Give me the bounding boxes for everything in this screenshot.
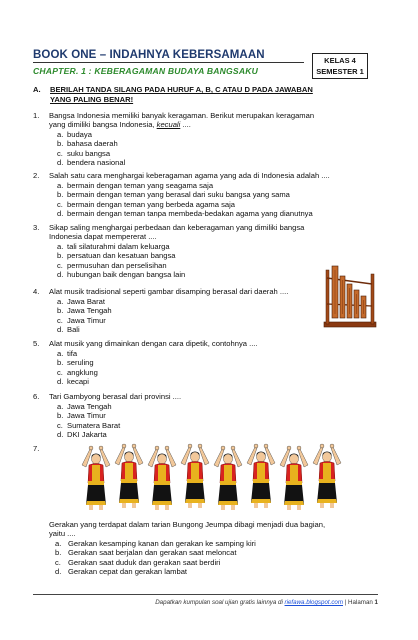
question-line: Alat musik yang dimainkan dengan cara dipetik, contohnya ....	[49, 339, 258, 348]
option-text: permusuhan dan perselisihan	[67, 260, 167, 270]
dancer-figure	[247, 444, 275, 508]
option-text: Gerakan saat duduk dan gerakan saat berdiri	[68, 557, 221, 567]
options-2	[57, 181, 313, 219]
question-number: 3.	[33, 223, 40, 232]
option-a[interactable]	[57, 242, 185, 251]
option-c[interactable]	[55, 558, 256, 567]
option-text: Jawa Barat	[67, 297, 105, 306]
footer-divider	[33, 594, 378, 595]
option-b[interactable]	[57, 306, 112, 315]
option-text: Gerakan saat berjalan dan gerakan saat meloncat	[68, 548, 237, 558]
question-line: Tari Gambyong berasal dari provinsi ....	[49, 392, 182, 401]
options-4	[57, 297, 112, 335]
option-text: suku bangsa	[67, 148, 111, 158]
page-footer	[33, 599, 378, 606]
question-line: Sikap saling menghargai perbedaan dan keberagaman yang dimiliki bangsa	[49, 223, 305, 232]
class-label: KELAS 4	[324, 56, 356, 65]
option-text: tali silaturahmi dalam keluarga	[67, 242, 170, 251]
option-text: bermain dengan teman tanpa membeda-bedakan agama yang dianutnya	[67, 209, 313, 219]
option-d[interactable]	[57, 325, 112, 334]
option-letter: b.	[57, 251, 64, 261]
instruction-text	[50, 85, 378, 104]
options-7	[55, 539, 256, 577]
option-text: Jawa Tengah	[67, 402, 112, 411]
option-b[interactable]	[57, 139, 125, 148]
dancer-figure	[115, 444, 143, 508]
option-a[interactable]	[57, 297, 112, 306]
page-number: 1	[374, 599, 378, 606]
option-text: persatuan dan kesatuan bangsa	[67, 251, 176, 261]
footer-link[interactable]: riefawa.blogspot.com	[284, 599, 344, 606]
option-letter: d.	[57, 158, 64, 168]
dancer-figure	[181, 444, 209, 508]
question-line: Salah satu cara menghargai keberagaman agama yang ada di Indonesia adalah ....	[49, 171, 330, 180]
option-d[interactable]	[57, 209, 313, 218]
option-text: Bali	[67, 325, 80, 335]
option-letter: a.	[57, 402, 64, 411]
option-letter: d.	[55, 567, 62, 577]
question-text	[49, 223, 381, 242]
question-text	[49, 392, 381, 401]
option-letter: b.	[57, 190, 64, 200]
footer-text: Dapatkan kumpulan soal ujian gratis lainnya di	[155, 599, 285, 606]
option-b[interactable]	[57, 358, 98, 367]
option-letter: a.	[55, 539, 62, 548]
option-b[interactable]	[57, 251, 185, 260]
option-letter: a.	[57, 130, 64, 139]
option-text: kecapi	[67, 377, 89, 387]
option-text: Jawa Timur	[67, 315, 106, 325]
option-text: Jawa Timur	[67, 411, 106, 421]
options-6	[57, 402, 120, 440]
option-text: Sumatera Barat	[67, 420, 121, 430]
header-divider	[33, 62, 304, 63]
question-line-part: yang dimiliki bangsa Indonesia,	[49, 120, 157, 130]
option-text: bendera nasional	[67, 158, 126, 168]
option-letter: d.	[57, 430, 64, 440]
book-title: BOOK ONE – INDAHNYA KEBERSAMAAN	[33, 49, 265, 61]
question-number: 7.	[33, 444, 40, 453]
question-line-part: ....	[180, 120, 191, 130]
option-letter: c.	[57, 367, 63, 377]
option-text: bahasa daerah	[67, 139, 118, 149]
option-d[interactable]	[57, 430, 120, 439]
dancer-figure	[148, 446, 176, 510]
question-number: 1.	[33, 111, 40, 120]
option-b[interactable]	[57, 411, 120, 420]
option-c[interactable]	[57, 421, 120, 430]
option-text: angklung	[67, 367, 98, 377]
option-c[interactable]	[57, 368, 98, 377]
angklung-illustration	[322, 264, 380, 332]
question-text	[49, 520, 381, 539]
dancers-illustration	[80, 443, 345, 513]
dancer-figure	[82, 446, 110, 510]
question-number: 5.	[33, 339, 40, 348]
option-text: bermain dengan teman yang seagama saja	[67, 181, 214, 190]
option-text: tifa	[67, 349, 78, 358]
section-label: A.	[33, 85, 41, 94]
class-badge	[312, 53, 368, 79]
option-text: Jawa Tengah	[67, 306, 112, 316]
option-a[interactable]	[57, 402, 120, 411]
option-a[interactable]	[57, 349, 98, 358]
option-c[interactable]	[57, 261, 185, 270]
option-text: seruling	[67, 358, 94, 368]
instruction-line-1: BERILAH TANDA SILANG PADA HURUF A, B, C ATAU D PADA JAWABAN	[50, 85, 313, 94]
option-letter: d.	[57, 377, 64, 387]
question-line: yaitu ....	[49, 529, 76, 539]
option-letter: b.	[57, 411, 64, 421]
option-letter: a.	[57, 349, 64, 358]
emphasis-word: kecuali	[156, 120, 181, 130]
chapter-title: CHAPTER. 1 : KEBERAGAMAN BUDAYA BANGSAKU	[33, 66, 259, 76]
option-letter: b.	[57, 306, 64, 316]
question-line: Gerakan yang terdapat dalam tarian Bungong Jeumpa dibagi menjadi dua bagian,	[49, 520, 326, 529]
dancer-figure	[313, 444, 341, 508]
option-d[interactable]	[57, 377, 98, 386]
dancer-figure	[280, 446, 308, 510]
option-letter: d.	[57, 209, 64, 219]
option-letter: c.	[57, 420, 63, 430]
option-text: bermain dengan teman yang berbeda agama saja	[67, 199, 236, 209]
footer-separator: | Halaman	[343, 599, 375, 606]
question-line: Alat musik tradisional seperti gambar disamping berasal dari daerah ....	[49, 287, 289, 296]
option-text: Gerakan cepat dan gerakan lambat	[68, 567, 188, 577]
option-letter: d.	[57, 325, 64, 335]
option-a[interactable]	[55, 539, 256, 548]
option-letter: c.	[57, 315, 63, 325]
question-number: 2.	[33, 171, 40, 180]
option-letter: c.	[57, 260, 63, 270]
option-b[interactable]	[55, 548, 256, 557]
option-d[interactable]	[55, 567, 256, 576]
question-number: 4.	[33, 287, 40, 296]
options-3	[57, 242, 185, 280]
options-5	[57, 349, 98, 387]
option-letter: b.	[57, 139, 64, 149]
option-letter: b.	[55, 548, 62, 558]
option-text: Gerakan kesamping kanan dan gerakan ke samping kiri	[68, 539, 256, 548]
option-c[interactable]	[57, 316, 112, 325]
option-letter: a.	[57, 181, 64, 190]
question-text	[49, 339, 381, 348]
option-a[interactable]	[57, 130, 125, 139]
option-letter: a.	[57, 242, 64, 251]
question-text	[49, 171, 381, 180]
option-d[interactable]	[57, 158, 125, 167]
options-1	[57, 130, 125, 168]
option-letter: c.	[55, 557, 61, 567]
option-d[interactable]	[57, 270, 185, 279]
option-letter: b.	[57, 358, 64, 368]
question-line: Indonesia dapat mempererat ....	[49, 232, 157, 242]
instruction-line-2: YANG PALING BENAR!	[50, 94, 134, 104]
option-a[interactable]	[57, 181, 313, 190]
option-text: budaya	[67, 130, 92, 139]
option-letter: a.	[57, 297, 64, 306]
option-text: hubungan baik dengan bangsa lain	[67, 270, 186, 280]
question-number: 6.	[33, 392, 40, 401]
option-letter: c.	[57, 199, 63, 209]
question-line: Bangsa Indonesia memiliki banyak keragaman. Berikut merupakan keragaman	[49, 111, 315, 120]
option-text: DKI Jakarta	[67, 430, 107, 440]
semester-label: SEMESTER 1	[316, 67, 364, 76]
option-letter: d.	[57, 270, 64, 280]
option-c[interactable]	[57, 200, 313, 209]
option-text: bermain dengan teman yang berasal dari suku bangsa yang sama	[67, 190, 290, 200]
option-letter: c.	[57, 148, 63, 158]
dancer-figure	[214, 446, 242, 510]
option-c[interactable]	[57, 149, 125, 158]
option-b[interactable]	[57, 190, 313, 199]
question-text	[49, 111, 381, 130]
question-line	[49, 120, 381, 129]
